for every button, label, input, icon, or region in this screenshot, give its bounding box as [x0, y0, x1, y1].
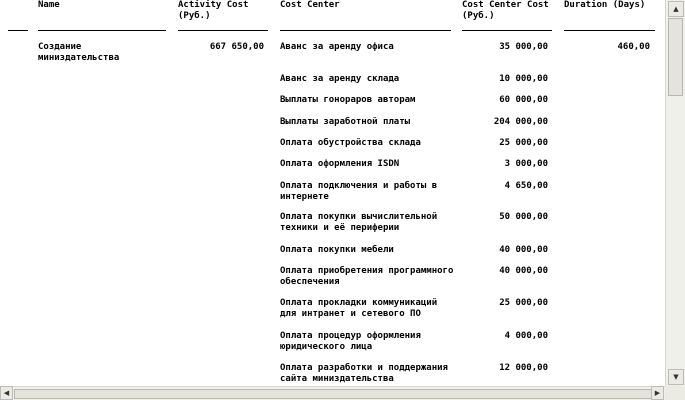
activity-cost: 667 650,00	[209, 42, 264, 52]
header-rule	[564, 30, 655, 31]
scrollbar-corner	[665, 386, 685, 400]
column-header-duration: Duration (Days)	[564, 0, 646, 10]
arrow-up-icon[interactable]: ▲	[668, 1, 684, 17]
cost-center-label: Оплата оформления ISDN	[280, 159, 400, 169]
cost-center-cost: 12 000,00	[499, 363, 548, 373]
cost-center-label: Оплата покупки вычислительной техники и её периферии	[280, 212, 438, 233]
header-rule	[38, 30, 166, 31]
cost-center-label: Оплата подключения и работы в интернете	[280, 181, 438, 202]
cost-center-label: Оплата обустройства склада	[280, 138, 421, 148]
cost-center-label: Аванс за аренду офиса	[280, 42, 394, 52]
header-rule	[8, 30, 28, 31]
cost-center-cost: 35 000,00	[499, 42, 548, 52]
arrow-right-icon[interactable]: ▶	[651, 386, 664, 400]
column-header-cost-center: Cost Center	[280, 0, 340, 10]
activity-name: Создание миниздательства	[38, 42, 120, 63]
header-rule	[178, 30, 268, 31]
cost-center-cost: 4 000,00	[504, 331, 548, 341]
cost-center-cost: 204 000,00	[493, 117, 548, 127]
cost-center-cost: 50 000,00	[499, 212, 548, 222]
column-header-cost-center-cost: Cost Center Cost (Руб.)	[462, 0, 549, 21]
horizontal-scrollbar[interactable]	[0, 386, 665, 400]
cost-center-label: Выплаты заработной платы	[280, 117, 411, 127]
cost-center-label: Оплата покупки мебели	[280, 245, 394, 255]
cost-center-cost: 10 000,00	[499, 74, 548, 84]
cost-center-cost: 3 000,00	[504, 159, 548, 169]
header-rule	[462, 30, 552, 31]
cost-center-label: Оплата разработки и поддержания сайта миниздательства	[280, 363, 448, 384]
cost-center-cost: 40 000,00	[499, 266, 548, 276]
cost-center-label: Оплата приобретения программного обеспечения	[280, 266, 454, 287]
vertical-scrollbar[interactable]	[665, 0, 685, 386]
cost-center-cost: 25 000,00	[499, 138, 548, 148]
arrow-down-icon[interactable]: ▼	[668, 369, 684, 385]
cost-center-cost: 25 000,00	[499, 298, 548, 308]
cost-center-cost: 60 000,00	[499, 95, 548, 105]
activity-duration: 460,00	[617, 42, 650, 52]
cost-center-cost: 4 650,00	[504, 181, 548, 191]
cost-center-label: Оплата процедур оформления юридического лица	[280, 331, 421, 352]
header-rule	[280, 30, 451, 31]
horizontal-scroll-thumb[interactable]	[14, 389, 654, 399]
cost-center-label: Оплата прокладки коммуникаций для интранет и сетевого ПО	[280, 298, 438, 319]
column-header-name: Name	[38, 0, 60, 10]
cost-center-label: Выплаты гонораров авторам	[280, 95, 416, 105]
column-header-activity-cost: Activity Cost (Руб.)	[178, 0, 249, 21]
cost-center-cost: 40 000,00	[499, 245, 548, 255]
cost-center-label: Аванс за аренду склада	[280, 74, 400, 84]
vertical-scroll-thumb[interactable]	[668, 18, 683, 96]
arrow-left-icon[interactable]: ◀	[0, 386, 13, 400]
